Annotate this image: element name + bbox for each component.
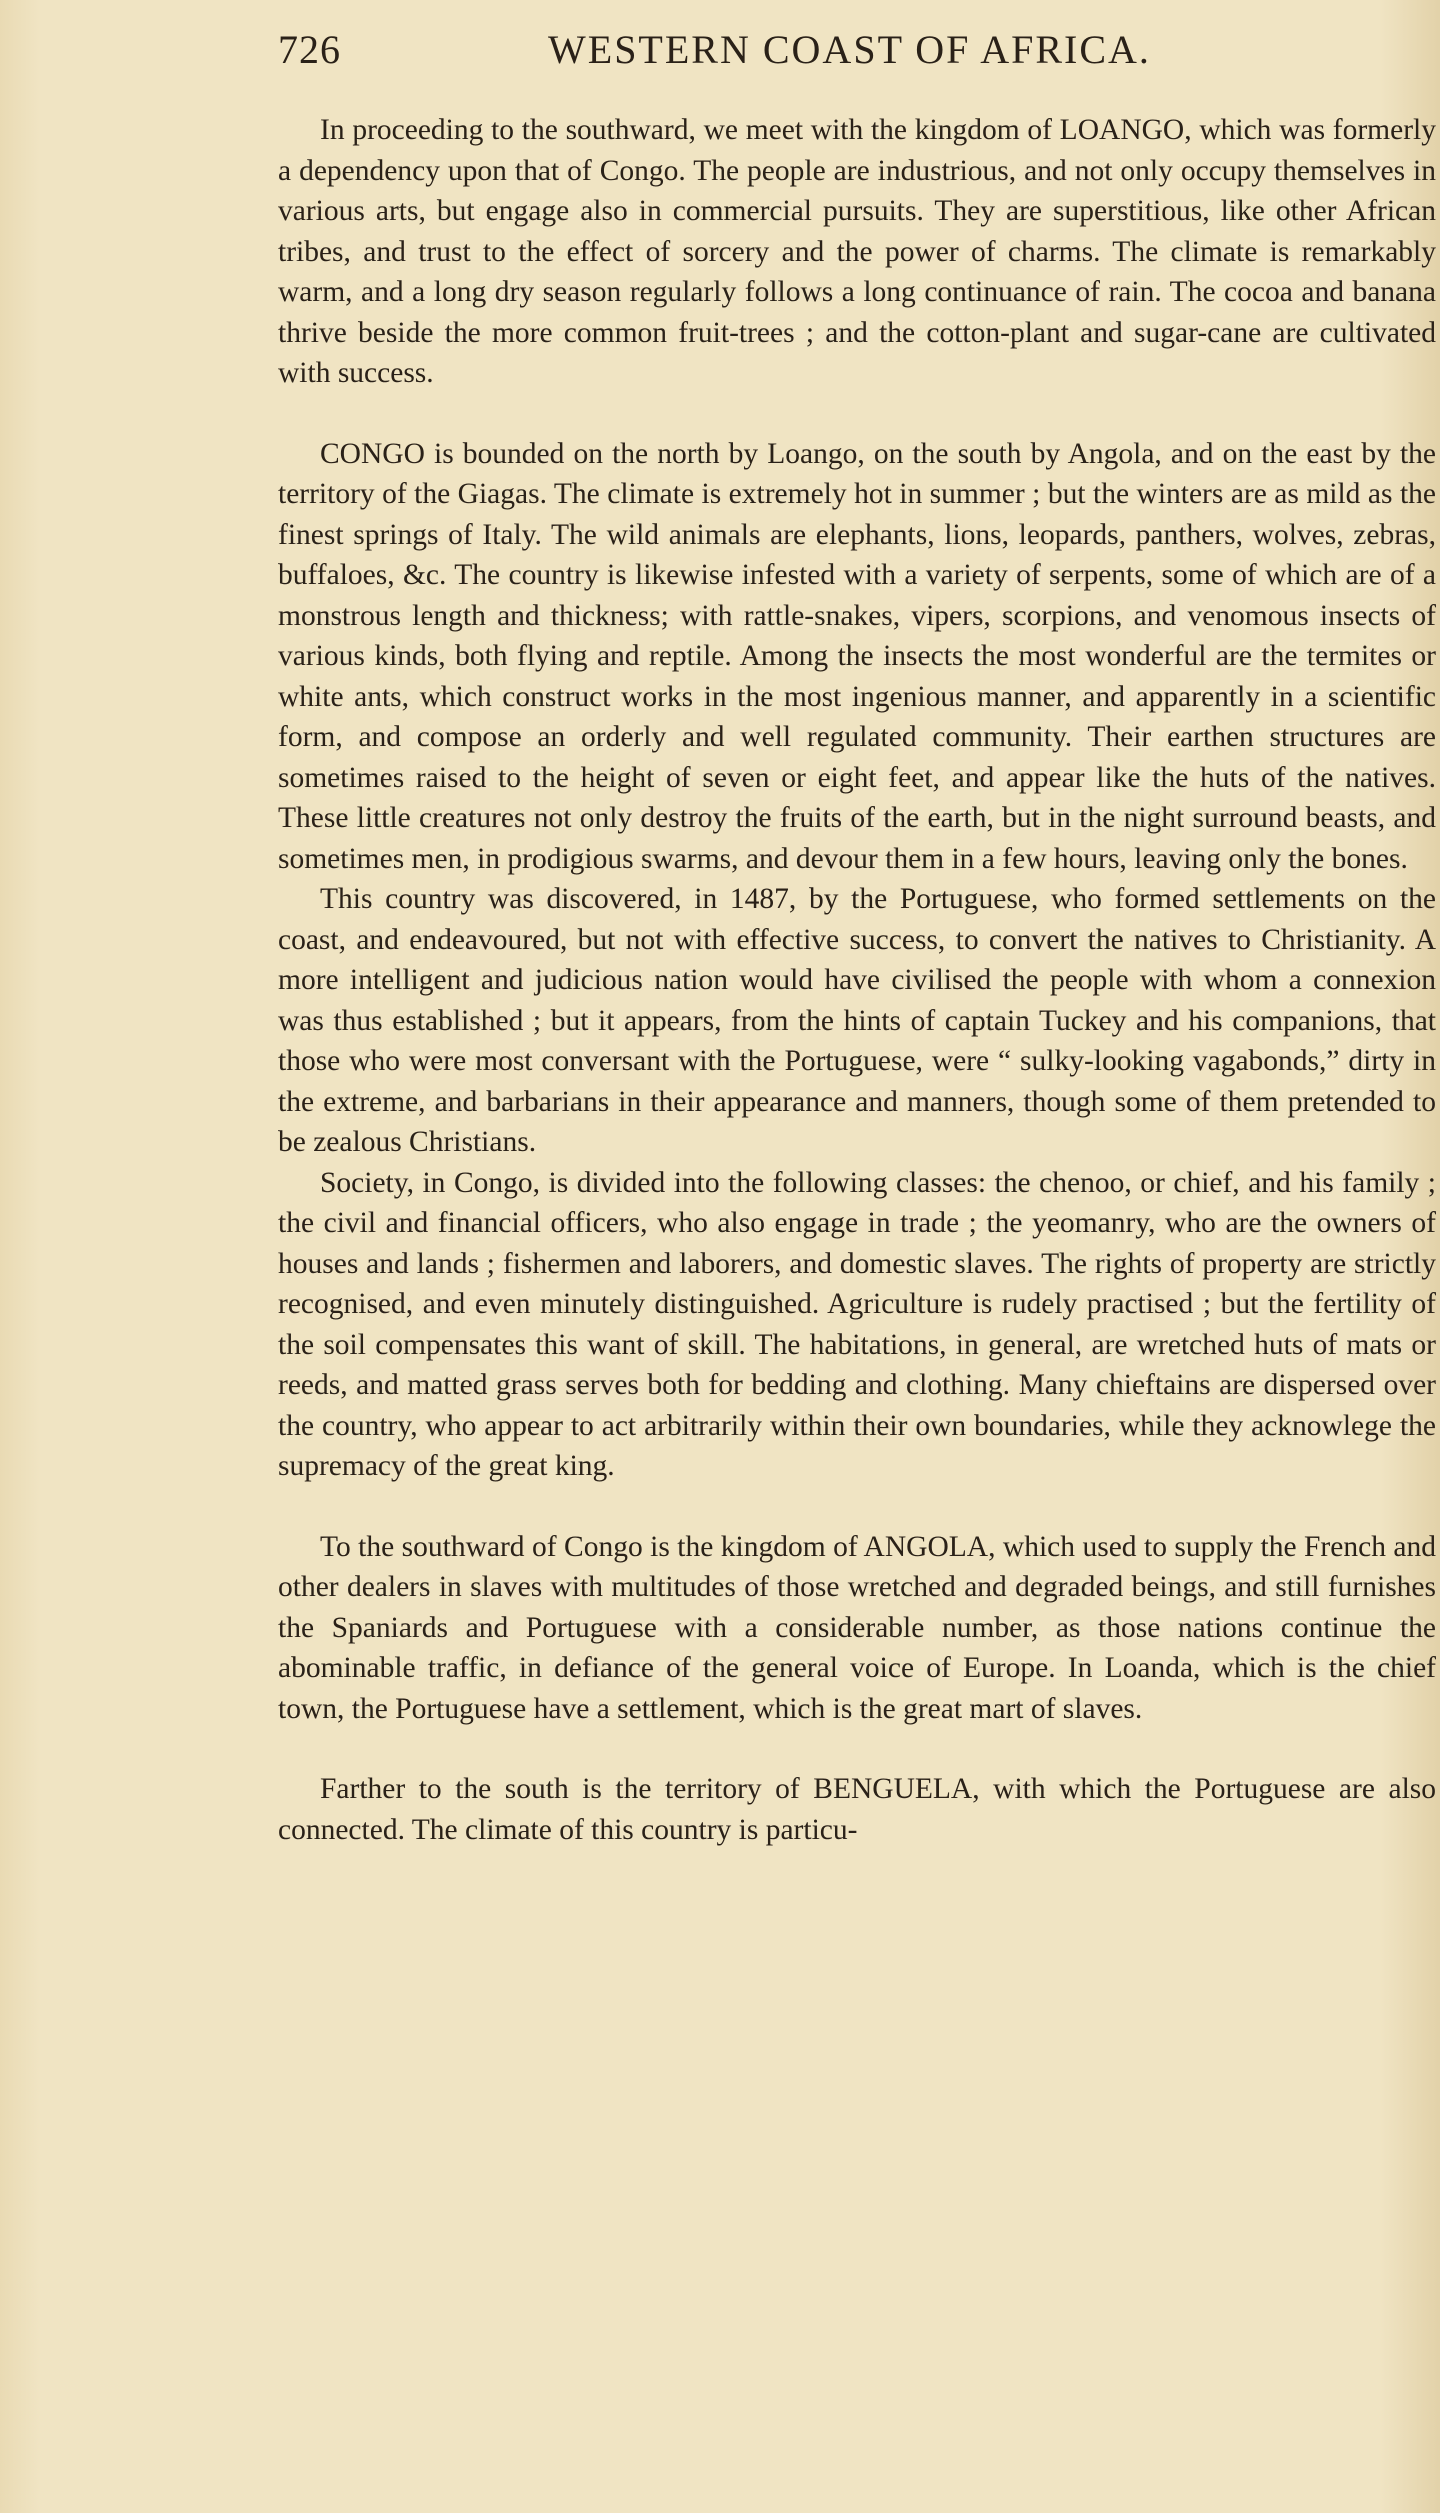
paragraph-congo: CONGO is bounded on the north by Loango, on the south by Angola, and on the east by the territory of the Giagas. The climate is extremely hot in summer ; but the winters are as mild as the finest springs of Italy. The wild animals are elephants, lions, leopards, panthers, wolves, zebras, buffaloes, &c. The country is likewise infested with a variety of serpents, some of which are of a monstrous length and thickness; with rattle-snakes, vipers, scorpions, and venomous insects of various kinds, both flying and reptile. Among the insects the most wonderful are the termites or white ants, which construct works in the most ingenious manner, and apparently in a scientific form, and compose an orderly and well regulated community. Their earthen structures are sometimes raised to the height of seven or eight feet, and appear like the huts of the natives. These little creatures not only destroy the fruits of the earth, but in the night surround beasts, and sometimes men, in prodigious swarms, and devour them in a few hours, leaving only the bones. bbox=[278, 437, 1436, 875]
paragraph-angola: To the southward of Congo is the kingdom of ANGOLA, which used to supply the French and other dealers in slaves with multitudes of those wretched and degraded beings, and still furnishes the Spaniards and Portuguese with a considerable number, as those nations continue the abominable traffic, in defiance of the general voice of Europe. In Loanda, which is the chief town, the Portuguese have a settlement, which is the great mart of slaves. bbox=[278, 1530, 1436, 1725]
paragraph-discovery: This country was discovered, in 1487, by the Portuguese, who formed settlements on the coast, and endeavoured, but not with effective success, to convert the natives to Christianity. A more intelligent and judicious nation would have civilised the people with whom a connexion was thus established ; but it appears, from the hints of captain Tuckey and his companions, that those who were most conversant with the Portuguese, were “ sulky-looking vagabonds,” dirty in the extreme, and barbarians in their appearance and manners, though some of them pretended to be zealous Christians. bbox=[278, 883, 1436, 1158]
page-header bbox=[278, 26, 1178, 86]
running-title: WESTERN COAST OF AFRICA. bbox=[548, 27, 1151, 72]
paragraph-loango: In proceeding to the southward, we meet with the kingdom of LOANGO, which was formerly a dependency upon that of Congo. The people are industrious, and not only occupy themselves in various arts, but engage also in commercial pursuits. They are superstitious, like other African tribes, and trust to the effect of sorcery and the power of charms. The climate is remarkably warm, and a long dry season regularly follows a long continuance of rain. The cocoa and banana thrive beside the more common fruit-trees ; and the cotton-plant and sugar-cane are cultivated with success. bbox=[278, 114, 1436, 389]
page-number: 726 bbox=[278, 27, 341, 72]
paragraph-benguela: Farther to the south is the territory of BENGUELA, with which the Portuguese are also connected. The climate of this country is particu- bbox=[278, 1773, 1436, 1846]
body-text bbox=[278, 110, 1436, 1850]
paragraph-society: Society, in Congo, is divided into the following classes: the chenoo, or chief, and his family ; the civil and financial officers, who also engage in trade ; the yeomanry, who are the owners of houses and lands ; fishermen and laborers, and domestic slaves. The rights of property are strictly recognised, and even minutely distinguished. Agriculture is rudely practised ; but the fertility of the soil compensates this want of skill. The habitations, in general, are wretched huts of mats or reeds, and matted grass serves both for bedding and clothing. Many chieftains are dispersed over the country, who appear to act arbitrarily within their own boundaries, while they acknowlege the supremacy of the great king. bbox=[278, 1166, 1436, 1482]
